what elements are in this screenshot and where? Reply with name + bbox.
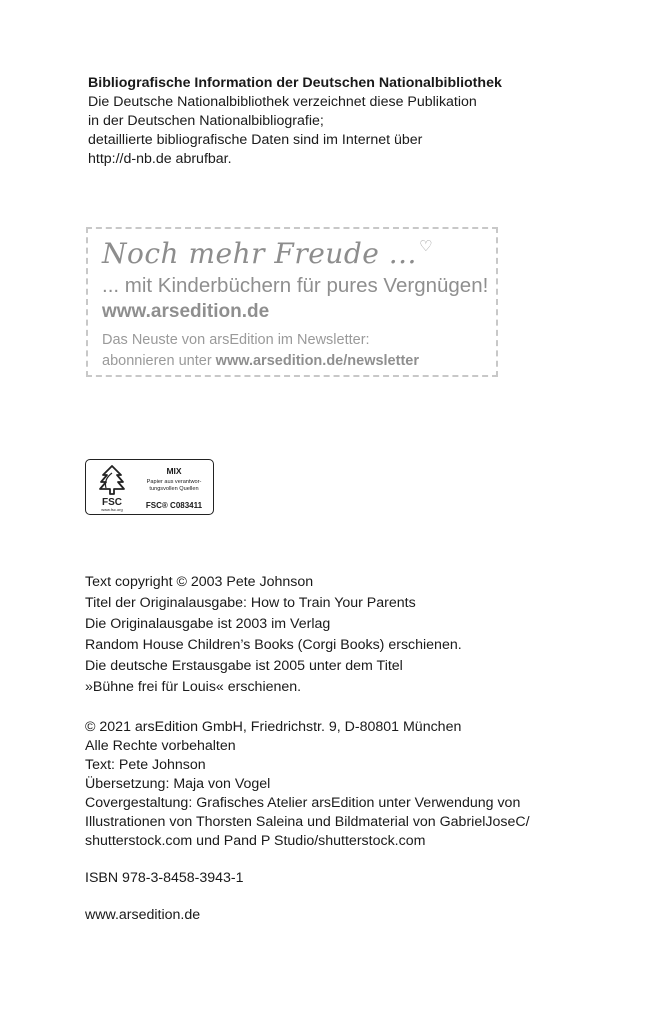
promo-url-link[interactable]: www.arsedition.de (102, 301, 270, 322)
fsc-logo-text: FSC (102, 497, 122, 508)
promo-script-title: Noch mehr Freude ... ♡ (102, 237, 433, 270)
bibliographic-heading: Bibliografische Information der Deutschen Nationalbibliothek (88, 75, 502, 91)
fsc-logo-url: www.fsc.org (101, 507, 123, 512)
bibliographic-line: Die Deutsche Nationalbibliothek verzeichnet diese Publikation (88, 94, 477, 110)
fsc-mix: MIX (166, 466, 182, 476)
copyright-line: »Bühne frei für Louis« erschienen. (85, 679, 302, 695)
fsc-code: FSC® C083411 (145, 501, 203, 510)
copyright-line: Titel der Originalausgabe: How to Train Your Parents (85, 595, 416, 611)
isbn: ISBN 978-3-8458-3943-1 (85, 870, 244, 886)
copyright-line: Die Originalausgabe ist 2003 im Verlag (85, 616, 331, 632)
bibliographic-info (88, 74, 608, 169)
rights-line: Illustrationen von Thorsten Saleina und Bildmaterial von GabrielJoseC/ (85, 814, 530, 830)
copyright-block (85, 572, 462, 698)
copyright-line: Die deutsche Erstausgabe ist 2005 unter dem Titel (85, 658, 403, 674)
rights-line: Text: Pete Johnson (85, 757, 206, 773)
rights-line: shutterstock.com und Pand P Studio/shutterstock.com (85, 833, 426, 849)
newsletter-text: Das Neuste von arsEdition im Newsletter: (102, 332, 370, 348)
fsc-tree-icon (92, 463, 132, 513)
rights-line: Covergestaltung: Grafisches Atelier arsEdition unter Verwendung von (85, 795, 521, 811)
promo-box (86, 227, 498, 377)
heart-icon: ♡ (418, 237, 433, 255)
bibliographic-line: http://d-nb.de abrufbar. (88, 151, 232, 167)
rights-line: © 2021 arsEdition GmbH, Friedrichstr. 9, D-80801 München (85, 719, 462, 735)
bibliographic-line: in der Deutschen Nationalbibliografie; (88, 113, 324, 129)
newsletter-url-link[interactable]: www.arsedition.de/newsletter (215, 353, 419, 369)
rights-line: Übersetzung: Maja von Vogel (85, 776, 271, 792)
promo-tagline: ... mit Kinderbüchern für pures Vergnügen! (102, 274, 489, 297)
fsc-label (85, 459, 214, 515)
fsc-description: Papier aus verantwor- tungsvollen Quellen (146, 479, 202, 492)
rights-line: Alle Rechte vorbehalten (85, 738, 236, 754)
rights-block (85, 718, 530, 851)
copyright-line: Random House Children’s Books (Corgi Books) erschienen. (85, 637, 462, 653)
website-link[interactable]: www.arsedition.de (85, 907, 201, 923)
copyright-line: Text copyright © 2003 Pete Johnson (85, 574, 314, 590)
bibliographic-line: detaillierte bibliografische Daten sind im Internet über (88, 132, 423, 148)
newsletter-subscribe: abonnieren unter www.arsedition.de/newsletter (102, 353, 419, 369)
